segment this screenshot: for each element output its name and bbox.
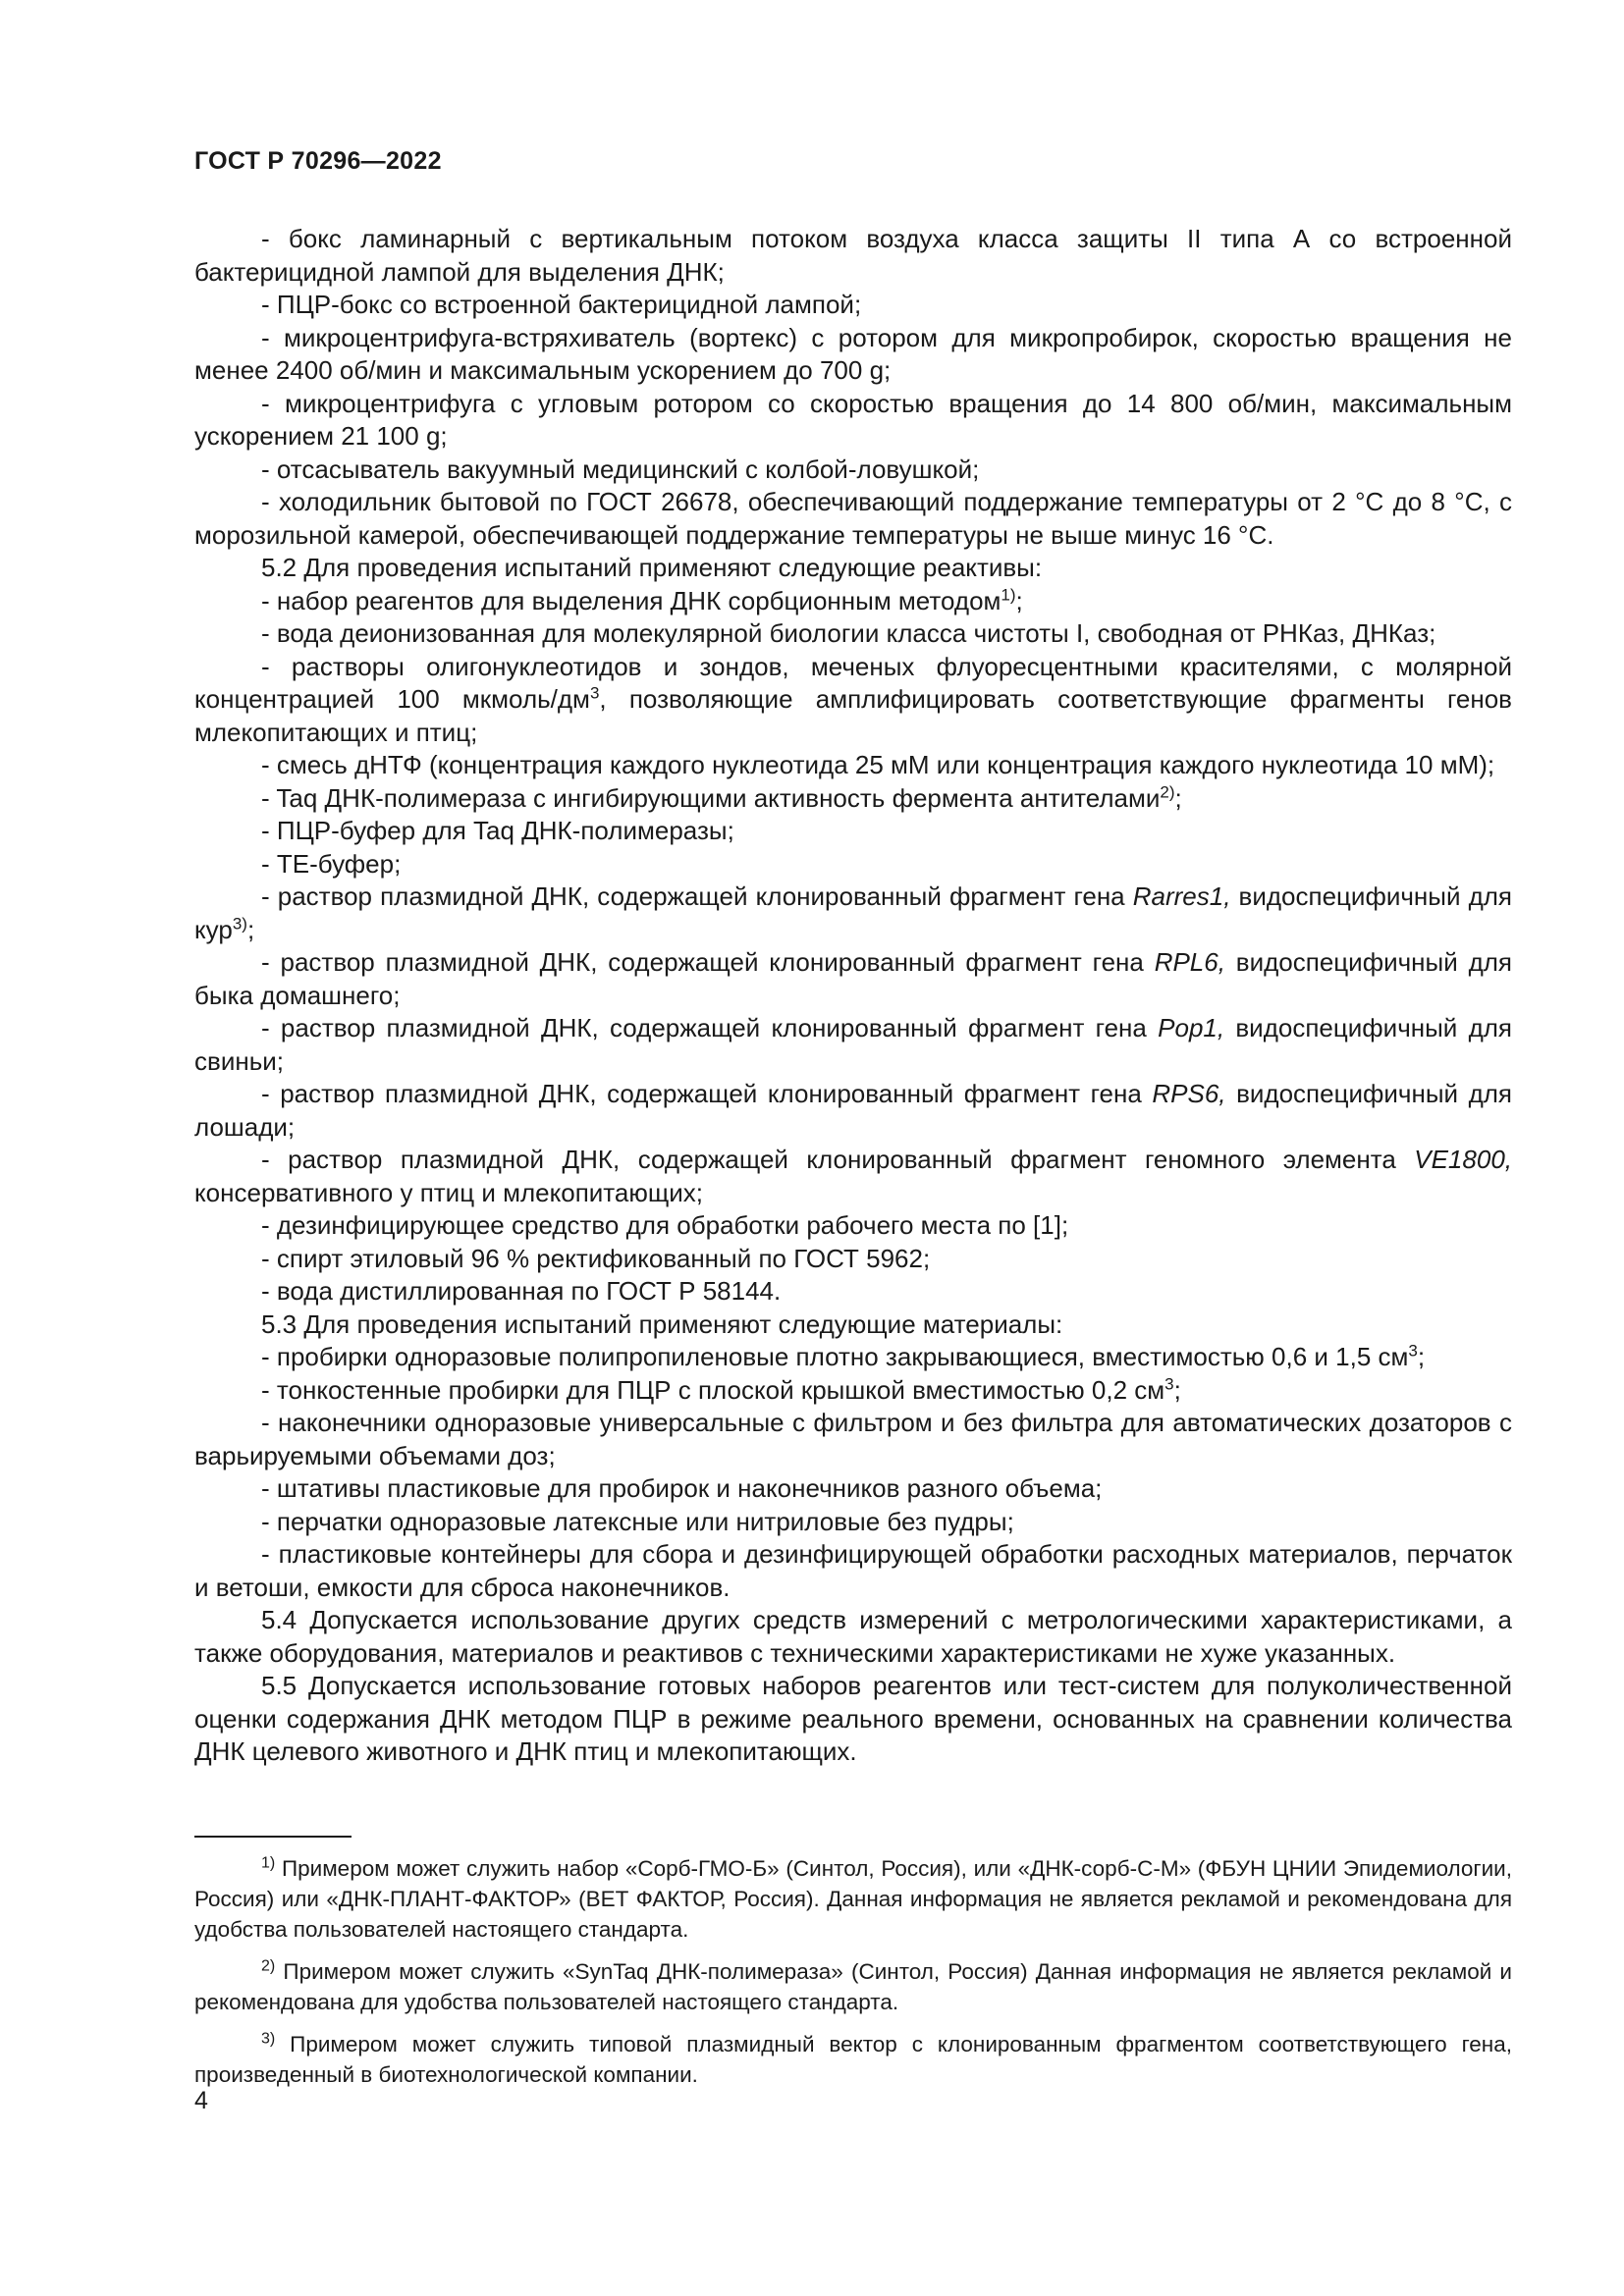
footnote-ref: 2) <box>1160 781 1175 801</box>
reagent-item: - вода деионизованная для молекулярной биологии класса чистоты I, свободная от РНКаз, ДНКаз; <box>261 618 1436 648</box>
document-header: ГОСТ Р 70296—2022 <box>194 147 442 175</box>
superscript: 3 <box>1164 1373 1174 1393</box>
reagent-text: - раствор плазмидной ДНК, содержащей клонированный фрагмент гена <box>261 1013 1159 1042</box>
superscript: 3 <box>1408 1341 1418 1361</box>
reagent-item <box>194 1144 1512 1209</box>
reagent-text: видоспецифичный для свиньи; <box>194 1013 1512 1076</box>
reagent-item: - вода дистиллированная по ГОСТ Р 58144. <box>261 1276 782 1306</box>
footnote <box>194 2029 1512 2090</box>
reagent-text: видоспецифичный для лошади; <box>194 1079 1512 1142</box>
section-5-5: 5.5 Допускается использование готовых наборов реагентов или тест-систем для полуколичественной оценки содержания ДНК методом ПЦР в режиме реального времени, основанных на сравнении количества ДНК целевого животного и ДНК птиц и млекопитающих. <box>194 1671 1512 1766</box>
reagent-text: - раствор плазмидной ДНК, содержащей клонированный фрагмент гена <box>261 947 1155 977</box>
footnotes <box>194 1853 1512 2102</box>
material-item <box>194 1341 1512 1374</box>
material-item <box>194 1374 1512 1408</box>
reagent-item: - смесь дНТФ (концентрация каждого нуклеотида 25 мМ или концентрация каждого нуклеотида 10 мМ); <box>261 750 1495 779</box>
section-5-3-heading: 5.3 Для проведения испытаний применяют следующие материалы: <box>261 1308 1063 1339</box>
footnote-text: Примером может служить набор «Сорб-ГМО-Б» (Синтол, Россия), или «ДНК-сорб-С-М» (ФБУН ЦНИИ Эпидемиологии, Россия) или «ДНК-ПЛАНТ-ФАКТОР» (ВЕТ ФАКТОР, Россия). Данная информация не является рекламой и рекомендована для удобства пользователей настоящего стандарта. <box>194 1856 1512 1942</box>
main-text <box>194 223 1512 1769</box>
punct: ; <box>1015 585 1023 615</box>
equipment-item: - ПЦР-бокс со встроенной бактерицидной лампой; <box>261 290 862 319</box>
footnote <box>194 1956 1512 2017</box>
material-item: - штативы пластиковые для пробирок и наконечников разного объема; <box>261 1473 1103 1503</box>
footnote-ref: 3) <box>232 913 247 933</box>
reagent-item <box>194 651 1512 750</box>
footnote-text: Примером может служить типовой плазмидный вектор с клонированным фрагментом соответствующего гена, произведенный в биотехнологической компании. <box>194 2032 1512 2087</box>
material-item: - наконечники одноразовые универсальные с фильтром и без фильтра для автоматических дозаторов с варьируемыми объемами доз; <box>194 1408 1512 1470</box>
punct: ; <box>246 914 255 944</box>
punct: ; <box>1174 782 1182 813</box>
material-text: - тонкостенные пробирки для ПЦР с плоской крышкой вместимостью 0,2 см <box>261 1374 1165 1405</box>
reagent-text: консервативного у птиц и млекопитающих; <box>194 1177 704 1207</box>
punct: ; <box>1417 1342 1426 1371</box>
reagent-text: , позволяющие амплифицировать соответствующие фрагменты генов млекопитающих и птиц; <box>194 684 1512 747</box>
reagent-text: - растворы олигонуклеотидов и зондов, меченых флуоресцентными красителями, с молярной концентрацией 100 мкмоль/дм <box>194 651 1512 714</box>
section-5-4: 5.4 Допускается использование других средств измерений с метрологическими характеристиками, а также оборудования, материалов и реактивов с техническими характеристиками не хуже указанных. <box>194 1605 1512 1668</box>
reagent-text: - набор реагентов для выделения ДНК сорбционным методом <box>261 585 1001 615</box>
reagent-text: - Taq ДНК-полимераза с ингибирующими активность фермента антителами <box>261 782 1161 813</box>
reagent-item: - ТЕ-буфер; <box>261 848 402 879</box>
gene-name: RPS6, <box>1152 1079 1226 1108</box>
footnote-mark: 3) <box>261 2030 276 2048</box>
reagent-text: видоспецифичный для кур <box>194 881 1512 944</box>
equipment-item: - микроцентрифуга-встряхиватель (вортекс) с ротором для микропробирок, скоростью вращения не менее 2400 об/мин и максимальным ускорением до 700 g; <box>194 322 1512 385</box>
reagent-item: - спирт этиловый 96 % ректификованный по ГОСТ 5962; <box>261 1243 931 1273</box>
material-item: - перчатки одноразовые латексные или нитриловые без пудры; <box>261 1506 1014 1536</box>
reagent-item <box>194 782 1512 816</box>
equipment-item: - холодильник бытовой по ГОСТ 26678, обеспечивающий поддержание температуры от 2 °С до 8 °С, с морозильной камерой, обеспечивающей поддержание температуры не выше минус 16 °С. <box>194 487 1512 550</box>
material-text: - пробирки одноразовые полипропиленовые плотно закрывающиеся, вместимостью 0,6 и 1,5 см <box>261 1342 1409 1371</box>
gene-name: VE1800, <box>1414 1145 1512 1174</box>
section-5-2-heading: 5.2 Для проведения испытаний применяют следующие реактивы: <box>261 553 1043 582</box>
material-item: - пластиковые контейнеры для сбора и дезинфицирующей обработки расходных материалов, перчаток и ветоши, емкости для сброса наконечников. <box>194 1539 1512 1602</box>
page-number: 4 <box>194 2087 208 2114</box>
footnote-separator <box>194 1836 352 1838</box>
reagent-item <box>194 881 1512 946</box>
reagent-text: - раствор плазмидной ДНК, содержащей клонированный фрагмент геномного элемента <box>261 1145 1415 1174</box>
reagent-item: - ПЦР-буфер для Taq ДНК-полимеразы; <box>261 816 734 845</box>
reagent-item: - дезинфицирующее средство для обработки рабочего места по [1]; <box>261 1210 1069 1240</box>
footnote-ref: 1) <box>1001 584 1016 604</box>
gene-name: RPL6, <box>1154 947 1225 977</box>
footnote-mark: 1) <box>261 1854 276 1872</box>
punct: ; <box>1173 1374 1181 1405</box>
footnote <box>194 1853 1512 1945</box>
gene-name: Rarres1, <box>1132 881 1231 911</box>
gene-name: Pop1, <box>1158 1013 1225 1042</box>
superscript: 3 <box>589 683 600 703</box>
equipment-item: - отсасыватель вакуумный медицинский с колбой-ловушкой; <box>261 454 980 484</box>
equipment-item: - бокс ламинарный с вертикальным потоком воздуха класса защиты II типа А со встроенной бактерицидной лампой для выделения ДНК; <box>194 224 1512 287</box>
reagent-text: - раствор плазмидной ДНК, содержащей клонированный фрагмент гена <box>261 881 1133 911</box>
reagent-text: - раствор плазмидной ДНК, содержащей клонированный фрагмент гена <box>261 1079 1153 1108</box>
reagent-item <box>194 1012 1512 1078</box>
reagent-item <box>194 1078 1512 1144</box>
footnote-text: Примером может служить «SynTaq ДНК-полимераза» (Синтол, Россия) Данная информация не является рекламой и рекомендована для удобства пользователей настоящего стандарта. <box>194 1959 1512 2014</box>
reagent-item <box>194 946 1512 1012</box>
equipment-item: - микроцентрифуга с угловым ротором со скоростью вращения до 14 800 об/мин, максимальным ускорением 21 100 g; <box>194 388 1512 451</box>
reagent-item <box>194 585 1512 618</box>
reagent-text: видоспецифичный для быка домашнего; <box>194 947 1512 1010</box>
footnote-mark: 2) <box>261 1957 276 1975</box>
